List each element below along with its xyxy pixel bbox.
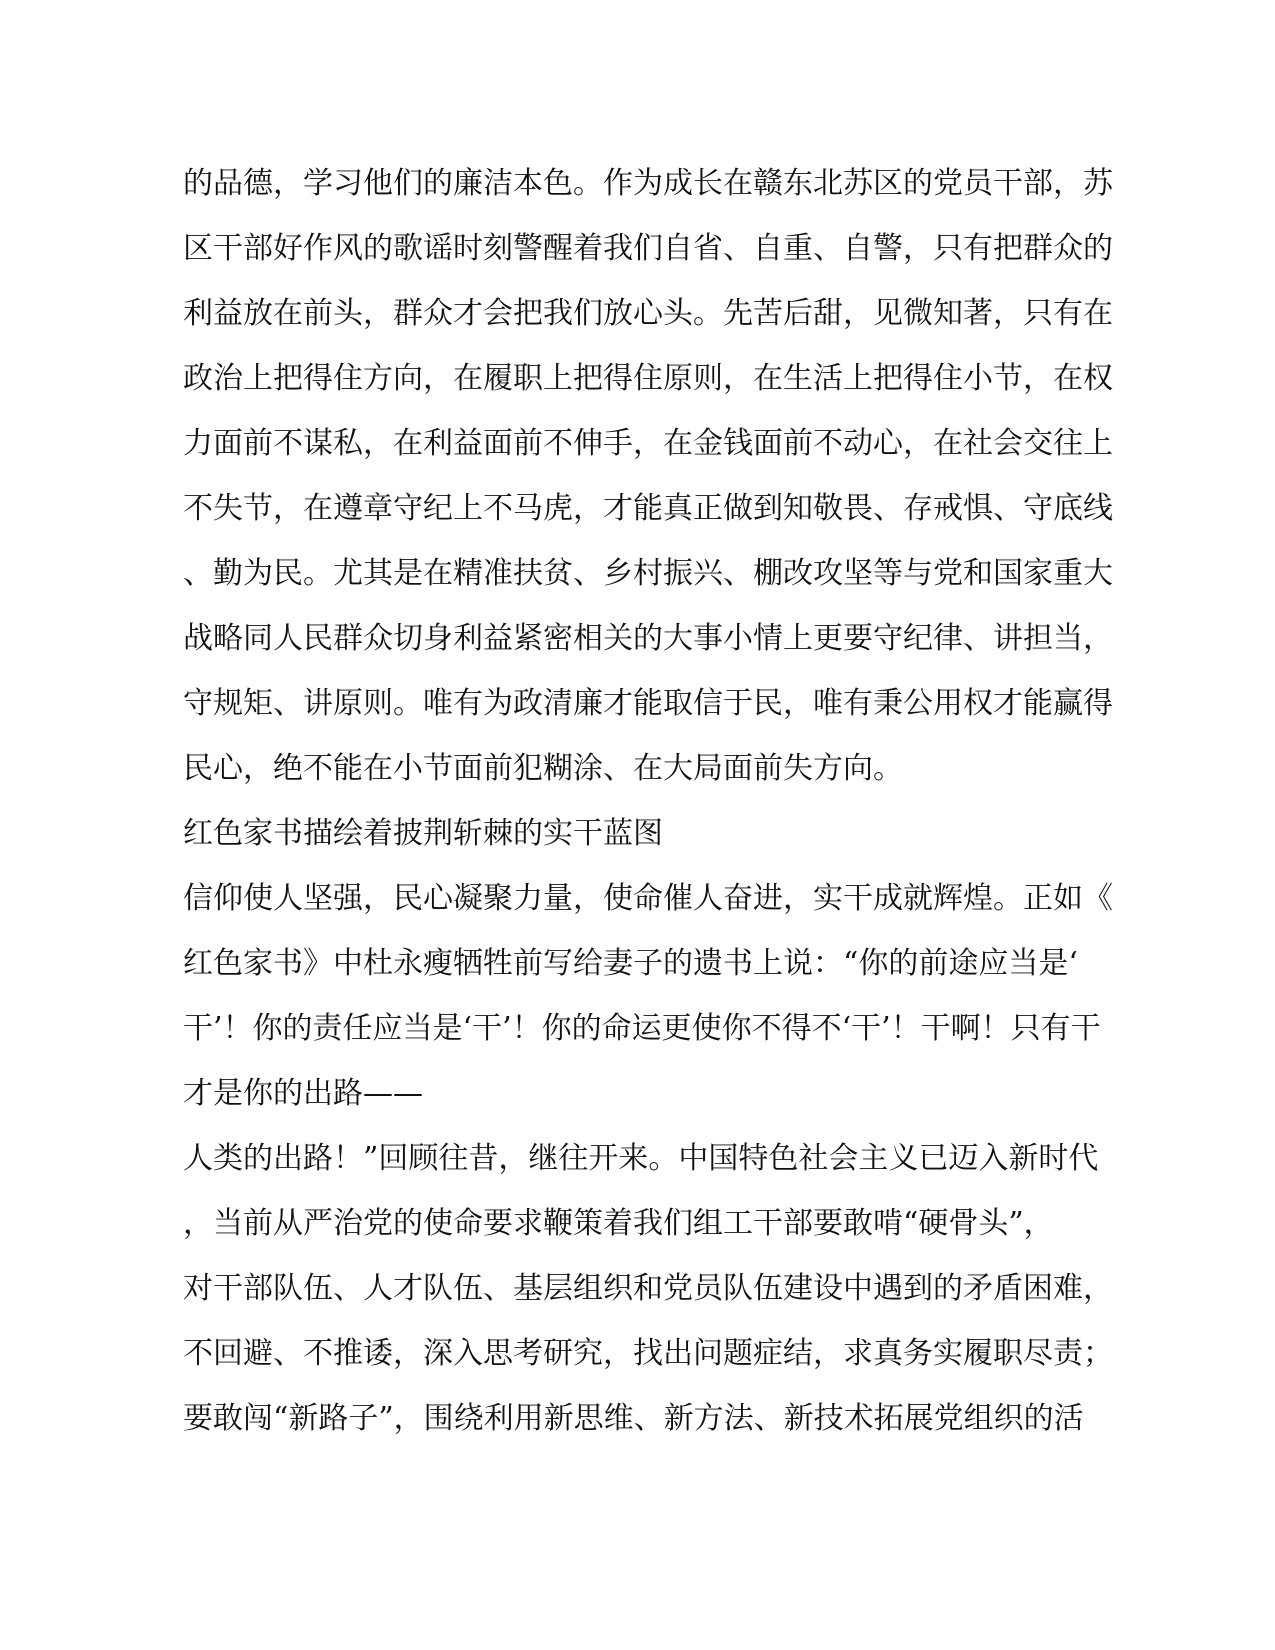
text-line: 力面前不谋私，在利益面前不伸手，在金钱面前不动心，在社会交往上 (183, 426, 1113, 461)
text-line: 信仰使人坚强，民心凝聚力量，使命催人奋进，实干成就辉煌。正如《 (183, 881, 1113, 916)
text-line: ，当前从严治党的使命要求鞭策着我们组工干部要敢啃“硬骨头”， (183, 1206, 1054, 1241)
text-line: 政治上把得住方向，在履职上把得住原则，在生活上把得住小节，在权 (183, 361, 1113, 396)
text-line: 守规矩、讲原则。唯有为政清廉才能取信于民，唯有秉公用权才能赢得 (183, 686, 1113, 721)
text-line: 红色家书》中杜永瘦牺牲前写给妻子的遗书上说：“你的前途应当是‘ (183, 946, 1078, 981)
text-line: 区干部好作风的歌谣时刻警醒着我们自省、自重、自警，只有把群众的 (183, 231, 1113, 266)
section-heading: 红色家书描绘着披荆斩棘的实干蓝图 (183, 816, 663, 851)
text-line: 才是你的出路—— (183, 1076, 423, 1111)
text-line: 要敢闯“新路子”，围绕利用新思维、新方法、新技术拓展党组织的活 (183, 1401, 1084, 1436)
text-line: 、勤为民。尤其是在精准扶贫、乡村振兴、棚改攻坚等与党和国家重大 (183, 556, 1113, 591)
body-text (183, 160, 1113, 1460)
text-line: 不回避、不推诿，深入思考研究，找出问题症结，求真务实履职尽责； (183, 1336, 1113, 1371)
text-line: 战略同人民群众切身利益紧密相关的大事小情上更要守纪律、讲担当， (183, 621, 1113, 656)
text-line: 对干部队伍、人才队伍、基层组织和党员队伍建设中遇到的矛盾困难， (183, 1271, 1113, 1306)
text-line: 利益放在前头，群众才会把我们放心头。先苦后甜，见微知著，只有在 (183, 296, 1113, 331)
text-line: 人类的出路！”回顾往昔，继往开来。中国特色社会主义已迈入新时代 (183, 1141, 1099, 1176)
text-line: 干’！你的责任应当是‘干’！你的命运更使你不得不‘干’！干啊！只有干 (183, 1011, 1101, 1046)
text-line: 不失节，在遵章守纪上不马虎，才能真正做到知敬畏、存戒惧、守底线 (183, 491, 1113, 526)
text-line: 的品德，学习他们的廉洁本色。作为成长在赣东北苏区的党员干部，苏 (183, 166, 1113, 201)
text-line: 民心，绝不能在小节面前犯糊涂、在大局面前失方向。 (183, 751, 903, 786)
